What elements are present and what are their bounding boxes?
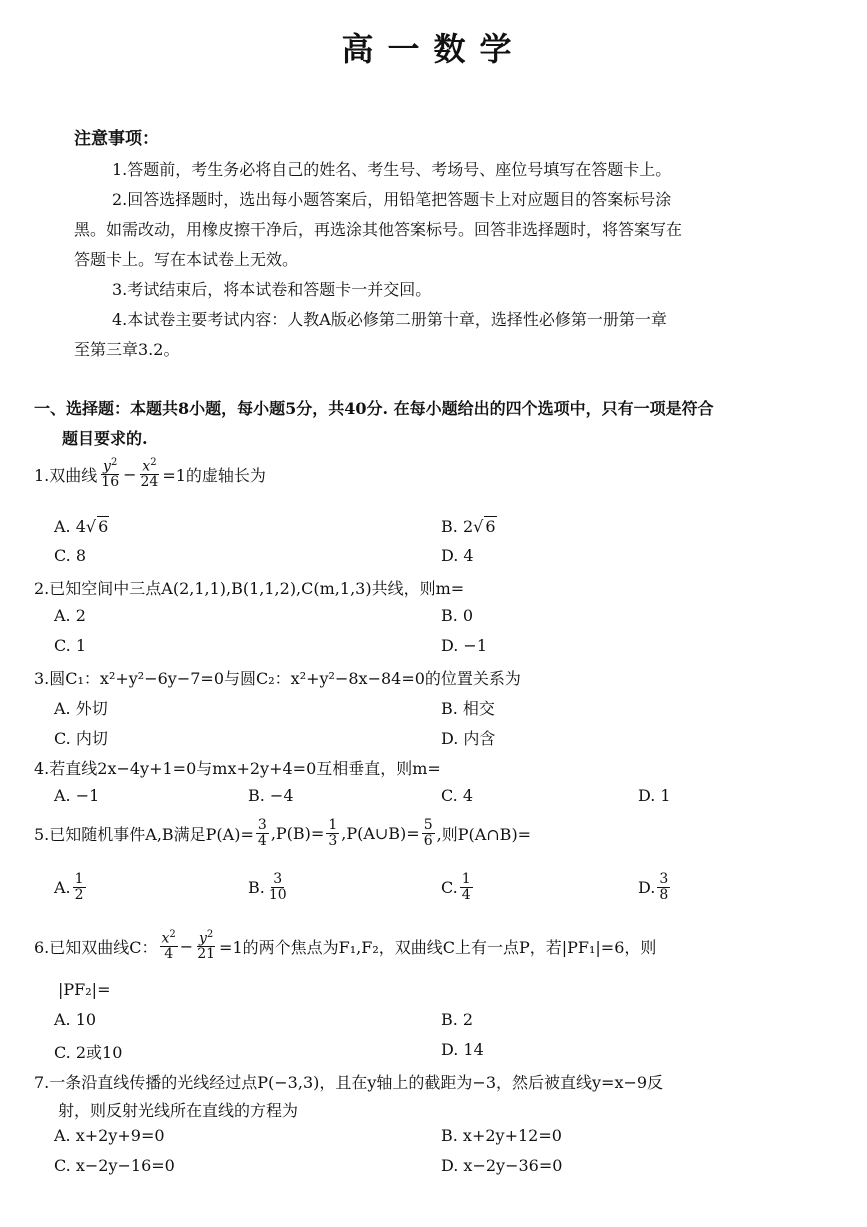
q1-f2-den: 24 xyxy=(140,474,159,491)
q6-prefix: 6.已知双曲线C： xyxy=(34,937,158,957)
q5-option-b-label: B. xyxy=(248,877,265,897)
q5-option-d-num: 3 xyxy=(659,871,669,887)
q5-option-c xyxy=(441,872,475,902)
q1-option-c: C. 8 xyxy=(54,546,87,565)
q5-mid1: ,P(B)= xyxy=(270,823,325,843)
q5-fraction-1 xyxy=(256,818,269,848)
q1-option-b-coef: 2 xyxy=(462,516,474,536)
q1-option-b-radicand: 6 xyxy=(485,517,496,536)
q6-fraction-1: $\frac{x^2}{4}$ xyxy=(161,929,176,963)
q2-option-d: D. −1 xyxy=(441,636,488,655)
q6-option-c: C. 2或10 xyxy=(54,1043,123,1062)
q5-f3-num: 5 xyxy=(423,817,433,833)
q5-option-b-den: 10 xyxy=(268,886,287,903)
q5-f1-num: 3 xyxy=(257,817,267,833)
q6-option-d: D. 14 xyxy=(441,1040,484,1059)
q4-option-d: D. 1 xyxy=(638,786,671,805)
q4-option-a: A. −1 xyxy=(54,786,100,805)
q6-option-a: A. 10 xyxy=(54,1010,97,1029)
q5-fraction-2 xyxy=(326,818,339,848)
q5-option-c-den: 4 xyxy=(461,886,471,903)
q7-option-a: A. x+2y+9=0 xyxy=(54,1126,165,1145)
q1-option-b-label: B. xyxy=(441,516,458,536)
q5-option-d-den: 8 xyxy=(659,886,669,903)
notice-item-1: 1.答题前，考生务必将自己的姓名、考生号、考场号、座位号填写在答题卡上。 xyxy=(112,160,672,179)
q5-suffix: ,则P(A∩B)= xyxy=(436,824,532,844)
section-heading: 一、选择题：本题共8小题，每小题5分，共40分. 在每小题给出的四个选项中，只有一项是符合 xyxy=(34,399,714,418)
q2-option-a: A. 2 xyxy=(54,606,86,625)
q5-option-a-num: 1 xyxy=(74,871,84,887)
notice-item-2-cont: 黑。如需改动，用橡皮擦干净后，再选涂其他答案标号。回答非选择题时，将答案写在 xyxy=(74,220,683,239)
q3-option-c: C. 内切 xyxy=(54,729,108,748)
question-1: 1.双曲线 $\frac{y^2}{16}$ − $\frac{x^2}{24}$ =1的虚轴长为 xyxy=(34,457,266,491)
notice-item-4: 4.本试卷主要考试内容：人教A版必修第二册第十章，选择性必修第一册第一章 xyxy=(112,310,667,329)
q1-option-a-label: A. xyxy=(54,516,71,536)
q5-option-d-label: D. xyxy=(638,877,656,897)
q6-f2-den: 21 xyxy=(197,946,216,963)
q5-option-a xyxy=(54,872,88,902)
question-6-cont: |PF₂|= xyxy=(58,980,111,999)
q7-option-b: B. x+2y+12=0 xyxy=(441,1126,562,1145)
q5-mid2: ,P(A∪B)= xyxy=(341,823,420,843)
page-title: 高一数学 xyxy=(341,30,526,68)
q2-option-c: C. 1 xyxy=(54,636,87,655)
q2-option-b: B. 0 xyxy=(441,606,474,625)
question-2: 2.已知空间中三点A(2,1,1),B(1,1,2),C(m,1,3)共线，则m= xyxy=(34,579,465,598)
sqrt-symbol: √ 6 xyxy=(85,517,109,536)
question-6: 6.已知双曲线C： $\frac{x^2}{4}$ − $\frac{y^2}{21}$ =1的两个焦点为F₁,F₂，双曲线C上有一点P，若|PF₁|=6，则 xyxy=(34,929,657,963)
q7-option-d: D. x−2y−36=0 xyxy=(441,1156,563,1175)
q1-option-a-coef: 4 xyxy=(75,516,86,536)
q3-option-b: B. 相交 xyxy=(441,699,495,718)
q1-f1-num: y xyxy=(103,458,111,475)
q6-f2-num: y xyxy=(198,930,207,947)
q1-fraction-1: $\frac{y^2}{16}$ xyxy=(101,457,120,491)
q1-option-b xyxy=(441,516,497,536)
q5-f2-den: 3 xyxy=(328,832,338,849)
question-4: 4.若直线2x−4y+1=0与mx+2y+4=0互相垂直，则m= xyxy=(34,759,441,778)
q1-option-a xyxy=(54,516,109,536)
question-7-cont: 射，则反射光线所在直线的方程为 xyxy=(58,1101,299,1120)
q5-prefix: 5.已知随机事件A,B满足P(A)= xyxy=(34,824,254,844)
q5-option-c-label: C. xyxy=(441,877,458,897)
q5-option-b xyxy=(248,872,291,902)
notice-heading: 注意事项： xyxy=(74,129,159,149)
notice-item-4-cont: 至第三章3.2。 xyxy=(74,340,180,359)
q5-f3-den: 6 xyxy=(423,832,433,849)
q5-f1-den: 4 xyxy=(257,832,267,849)
q1-option-d: D. 4 xyxy=(441,546,474,565)
sqrt-symbol: √ 6 xyxy=(473,517,496,536)
q5-option-a-label: A. xyxy=(54,877,71,897)
question-7: 7.一条沿直线传播的光线经过点P(−3,3)，且在y轴上的截距为−3，然后被直线y=x−9反 xyxy=(34,1073,664,1092)
question-3: 3.圆C₁：x²+y²−6y−7=0与圆C₂：x²+y²−8x−84=0的位置关系为 xyxy=(34,669,521,688)
q1-fraction-2: $\frac{x^2}{24}$ xyxy=(140,457,159,491)
q6-f1-num: x xyxy=(161,930,170,947)
q6-option-b: B. 2 xyxy=(441,1010,474,1029)
notice-item-2-cont2: 答题卡上。写在本试卷上无效。 xyxy=(74,250,299,269)
q1-f1-den: 16 xyxy=(101,474,120,491)
q1-f2-num: x xyxy=(142,458,151,475)
q5-option-a-den: 2 xyxy=(74,886,84,903)
q3-option-a: A. 外切 xyxy=(54,699,108,718)
q3-option-d: D. 内含 xyxy=(441,729,496,748)
notice-item-2: 2.回答选择题时，选出每小题答案后，用铅笔把答题卡上对应题目的答案标号涂 xyxy=(112,190,672,209)
q6-fraction-2: $\frac{y^2}{21}$ xyxy=(197,929,216,963)
q4-option-c: C. 4 xyxy=(441,786,474,805)
q1-option-a-radicand: 6 xyxy=(98,517,109,536)
q6-suffix: =1的两个焦点为F₁,F₂，双曲线C上有一点P，若|PF₁|=6，则 xyxy=(219,937,657,957)
notice-item-3: 3.考试结束后，将本试卷和答题卡一并交回。 xyxy=(112,280,432,299)
q5-fraction-3 xyxy=(422,818,435,848)
question-5 xyxy=(34,818,531,848)
section-heading-cont: 题目要求的. xyxy=(62,429,148,448)
q6-f1-den: 4 xyxy=(164,946,174,963)
q7-option-c: C. x−2y−16=0 xyxy=(54,1156,175,1175)
q5-f2-num: 1 xyxy=(328,817,338,833)
q1-suffix: =1的虚轴长为 xyxy=(162,465,266,485)
q5-option-d xyxy=(638,872,672,902)
q1-prefix: 1.双曲线 xyxy=(34,465,98,485)
q5-option-c-num: 1 xyxy=(461,871,471,887)
q5-option-b-num: 3 xyxy=(273,871,283,887)
q4-option-b: B. −4 xyxy=(248,786,294,805)
